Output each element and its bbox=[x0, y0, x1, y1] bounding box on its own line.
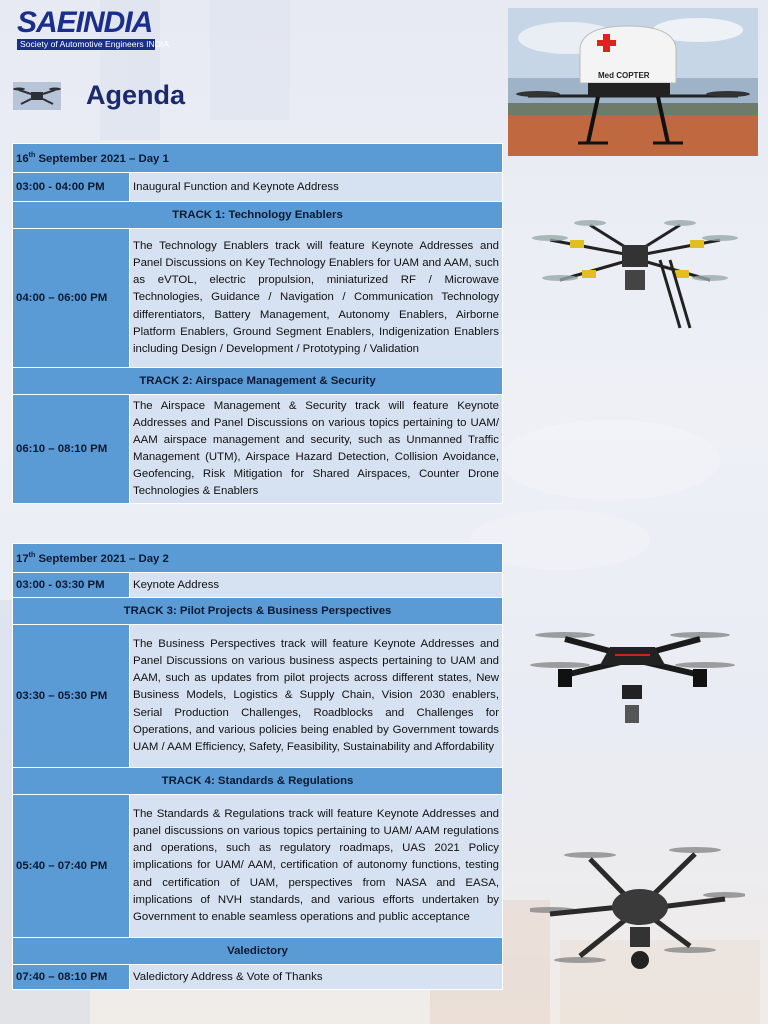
session-time: 06:10 – 08:10 PM bbox=[13, 395, 130, 504]
track4-title: TRACK 4: Standards & Regulations bbox=[13, 768, 503, 795]
day1-table bbox=[12, 143, 503, 504]
track3-title: TRACK 3: Pilot Projects & Business Perspectives bbox=[13, 598, 503, 625]
table-row bbox=[13, 795, 503, 938]
track-header bbox=[13, 368, 503, 395]
table-row bbox=[13, 573, 503, 598]
day2-table bbox=[12, 543, 503, 990]
session-time: 05:40 – 07:40 PM bbox=[13, 795, 130, 938]
session-time: 03:00 - 03:30 PM bbox=[13, 573, 130, 598]
session-description: Keynote Address bbox=[130, 573, 503, 598]
track-header bbox=[13, 202, 503, 229]
saeindia-logo bbox=[17, 6, 170, 49]
session-description: The Standards & Regulations track will feature Keynote Addresses and panel discussions on various topics pertaining to UAM/ AAM regulations and operations, such as regulatory roadmaps, UAS 2021 Policy implications for UAM/ AAM, certification of autonomy functions, testing and certification of UAM, perspectives from NASA and EASA, implications of NVH standards, and various efforts undertaken by Government to enable seamless operations and public acceptance bbox=[130, 795, 503, 938]
session-time: 03:00 - 04:00 PM bbox=[13, 173, 130, 202]
track-header bbox=[13, 768, 503, 795]
hexacopter-drone-image bbox=[530, 835, 745, 985]
day2-header bbox=[13, 544, 503, 573]
day1-date: 16th September 2021 – Day 1 bbox=[13, 144, 503, 173]
track-header bbox=[13, 938, 503, 965]
medcopter-photo bbox=[508, 8, 758, 156]
table-row bbox=[13, 965, 503, 990]
photo-label: Med COPTER bbox=[598, 71, 650, 80]
session-time: 07:40 – 08:10 PM bbox=[13, 965, 130, 990]
quadcopter-drone-image bbox=[525, 625, 740, 735]
session-time: 03:30 – 05:30 PM bbox=[13, 625, 130, 768]
table-row bbox=[13, 173, 503, 202]
logo-wordmark: SAEINDIA bbox=[17, 6, 153, 39]
day2-date: 17th September 2021 – Day 2 bbox=[13, 544, 503, 573]
table-row bbox=[13, 395, 503, 504]
track2-title: TRACK 2: Airspace Management & Security bbox=[13, 368, 503, 395]
table-row bbox=[13, 229, 503, 368]
session-description: The Technology Enablers track will feature Keynote Addresses and Panel Discussions on Key Technology Enablers for UAM and AAM, such as eVTOL, electric propulsion, miniaturized RF / Microwave Technologies, Guidance / Navigation / Communication Technology differentiators, Battery Management, Autonomy Enablers, Airborne Platform Enablers, Ground Segment Enablers, Indigenization Enablers including Design / Development / Prototyping / Validation bbox=[130, 229, 503, 368]
session-description: The Business Perspectives track will feature Keynote Addresses and Panel Discussions on various business aspects pertaining to UAM and AAM, such as updates from pilot projects across different states, New Business Models, Logistics & Supply Chain, Vision 2030 enablers, Serial Production Challenges, Roadblocks and Challenges for Operations, and various policies being enabled by Government towards UAM / AAM Efficiency, Safety, Feasibility, Sustainability and Affordability bbox=[130, 625, 503, 768]
drone-icon bbox=[13, 82, 61, 110]
valedictory-title: Valedictory bbox=[13, 938, 503, 965]
page-title: Agenda bbox=[86, 80, 186, 110]
track1-title: TRACK 1: Technology Enablers bbox=[13, 202, 503, 229]
table-row bbox=[13, 625, 503, 768]
session-description: Valedictory Address & Vote of Thanks bbox=[130, 965, 503, 990]
day1-header bbox=[13, 144, 503, 173]
logo-subtitle: Society of Automotive Engineers INDIA bbox=[17, 39, 155, 50]
track-header bbox=[13, 598, 503, 625]
session-description: Inaugural Function and Keynote Address bbox=[130, 173, 503, 202]
session-time: 04:00 – 06:00 PM bbox=[13, 229, 130, 368]
session-description: The Airspace Management & Security track will feature Keynote Addresses and Panel Discussions on various topics pertaining to UAM/ AAM airspace management and security, such as Unmanned Traffic Management (UTM), Airspace Hazard Detection, Collision Avoidance, Geofencing, Risk Mitigation for Shared Airspaces, Counter Drone Technologies & Enablers bbox=[130, 395, 503, 504]
octocopter-drone-image bbox=[530, 210, 740, 330]
